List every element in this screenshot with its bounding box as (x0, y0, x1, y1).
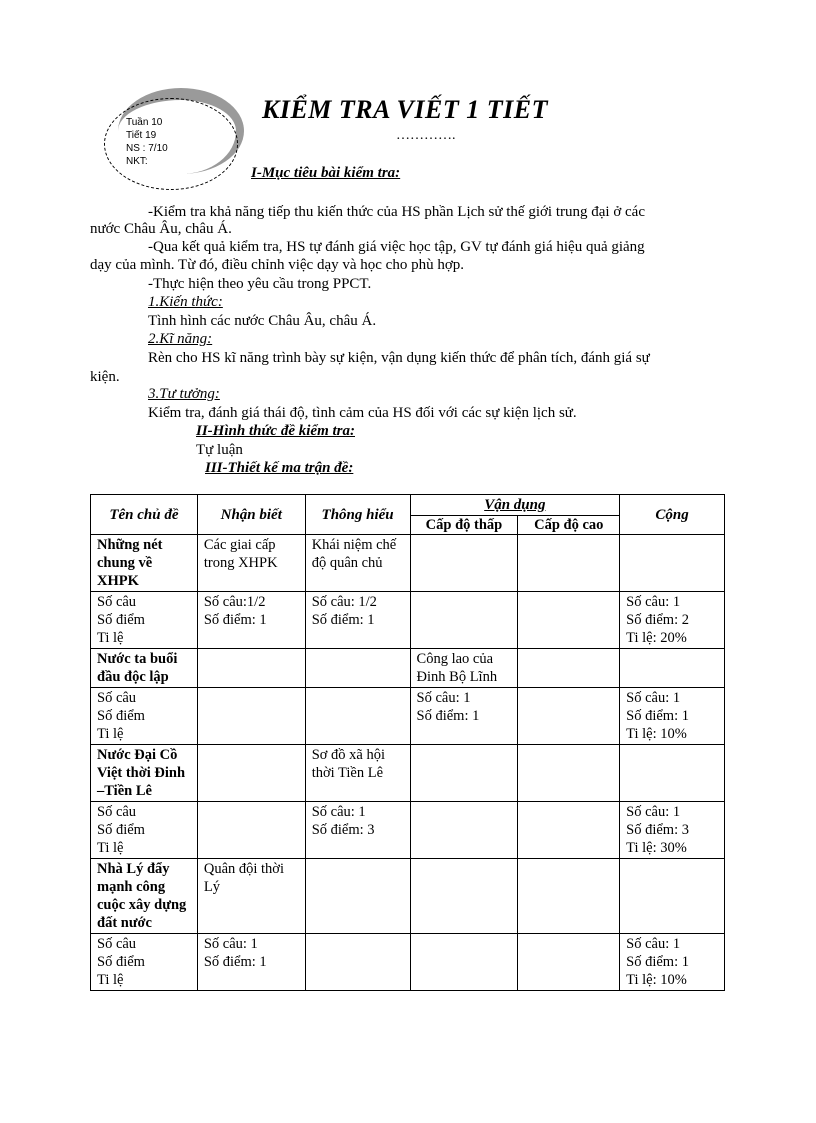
table-cell (620, 535, 725, 592)
test-matrix-table (90, 494, 725, 991)
table-cell: Số câu Số điểm Ti lệ (91, 802, 198, 859)
table-row (91, 859, 725, 934)
table-cell: Số câu: 1 Số điểm: 1 Ti lệ: 10% (620, 688, 725, 745)
table-cell (620, 649, 725, 688)
header-apply: Vận dụng (410, 495, 620, 516)
table-cell: Số câu Số điểm Ti lệ (91, 592, 198, 649)
table-cell (518, 802, 620, 859)
table-cell: Số câu: 1 Số điểm: 1 Ti lệ: 10% (620, 934, 725, 991)
table-cell: Số câu: 1 Số điểm: 2 Ti lệ: 20% (620, 592, 725, 649)
table-row (91, 535, 725, 592)
table-row (91, 649, 725, 688)
table-cell (410, 745, 518, 802)
table-cell: Số câu: 1 Số điểm: 1 (410, 688, 518, 745)
form-text: Tự luận (196, 442, 243, 458)
table-cell (518, 535, 620, 592)
table-cell: Công lao của Đinh Bộ Lĩnh (410, 649, 518, 688)
table-cell: Khái niệm chế độ quân chủ (305, 535, 410, 592)
header-understand: Thông hiểu (305, 495, 410, 535)
topic-cell: Nước Đại Cồ Việt thời Đinh –Tiền Lê (91, 745, 198, 802)
table-row (91, 592, 725, 649)
stamp-week: Tuần 10 (126, 117, 163, 128)
page-title: KIỂM TRA VIẾT 1 TIẾT (262, 95, 548, 124)
objective-2-line-1: -Qua kết quả kiểm tra, HS tự đánh giá việc học tập, GV tự đánh giá hiệu quả giảng (148, 239, 645, 255)
table-cell: Số câu:1/2 Số điểm: 1 (197, 592, 305, 649)
table-row (91, 688, 725, 745)
table-row (91, 745, 725, 802)
table-row (91, 934, 725, 991)
table-cell (305, 649, 410, 688)
header-topic: Tên chủ đề (91, 495, 198, 535)
knowledge-text: Tình hình các nước Châu Âu, châu Á. (148, 313, 377, 329)
skill-line-1: Rèn cho HS kĩ năng trình bày sự kiện, vận dụng kiến thức để phân tích, đánh giá sự (148, 350, 650, 366)
section-2-heading: II-Hình thức đề kiểm tra: (196, 423, 355, 439)
objective-3: -Thực hiện theo yêu cầu trong PPCT. (148, 276, 372, 292)
table-cell (410, 934, 518, 991)
table-cell: Số câu: 1 Số điểm: 3 Ti lệ: 30% (620, 802, 725, 859)
attitude-heading: 3.Tư tưởng: (148, 386, 220, 402)
attitude-text: Kiểm tra, đánh giá thái độ, tình cảm của HS đối với các sự kiện lịch sử. (148, 405, 577, 421)
header-low-level: Cấp độ thấp (410, 516, 518, 535)
table-cell (410, 592, 518, 649)
objective-1-line-1: -Kiểm tra khả năng tiếp thu kiến thức của HS phần Lịch sử thế giới trung đại ở các (148, 204, 645, 220)
table-cell (620, 745, 725, 802)
table-cell: Số câu: 1 Số điểm: 3 (305, 802, 410, 859)
table-cell (197, 688, 305, 745)
table-cell (518, 592, 620, 649)
table-cell: Số câu: 1/2 Số điểm: 1 (305, 592, 410, 649)
table-cell: Các giai cấp trong XHPK (197, 535, 305, 592)
table-row (91, 802, 725, 859)
skill-line-2: kiện. (90, 369, 120, 385)
table-cell: Số câu Số điểm Ti lệ (91, 688, 198, 745)
table-cell: Quân đội thời Lý (197, 859, 305, 934)
table-cell (197, 649, 305, 688)
header-total: Cộng (620, 495, 725, 535)
table-cell (620, 859, 725, 934)
title-dots: …………. (396, 128, 456, 143)
table-cell (518, 649, 620, 688)
stamp-test-date: NKT: (126, 156, 148, 167)
knowledge-heading: 1.Kiến thức: (148, 294, 223, 310)
objective-1-line-2: nước Châu Âu, châu Á. (90, 221, 232, 237)
table-cell: Sơ đồ xã hội thời Tiền Lê (305, 745, 410, 802)
table-cell (305, 859, 410, 934)
table-cell: Số câu: 1 Số điểm: 1 (197, 934, 305, 991)
topic-cell: Nước ta buổi đầu độc lập (91, 649, 198, 688)
header-stamp (104, 98, 238, 190)
table-cell (410, 802, 518, 859)
table-cell (410, 535, 518, 592)
table-cell (197, 802, 305, 859)
table-cell (518, 745, 620, 802)
table-cell (410, 859, 518, 934)
stamp-period: Tiết 19 (126, 130, 157, 141)
table-cell (305, 934, 410, 991)
header-high-level: Cấp độ cao (518, 516, 620, 535)
table-cell (305, 688, 410, 745)
stamp-prep-date: NS : 7/10 (126, 143, 168, 154)
table-cell (518, 688, 620, 745)
section-3-heading: III-Thiết kế ma trận đề: (205, 460, 354, 476)
topic-cell: Những nét chung về XHPK (91, 535, 198, 592)
objective-2-line-2: dạy của mình. Từ đó, điều chỉnh việc dạy và học cho phù hợp. (90, 257, 465, 273)
topic-cell: Nhà Lý đẩy mạnh công cuộc xây dựng đất nước (91, 859, 198, 934)
section-1-heading: I-Mục tiêu bài kiểm tra: (251, 165, 401, 181)
skill-heading: 2.Kĩ năng: (148, 331, 213, 347)
table-cell (197, 745, 305, 802)
table-cell (518, 859, 620, 934)
header-recognize: Nhận biết (197, 495, 305, 535)
table-cell: Số câu Số điểm Ti lệ (91, 934, 198, 991)
table-cell (518, 934, 620, 991)
